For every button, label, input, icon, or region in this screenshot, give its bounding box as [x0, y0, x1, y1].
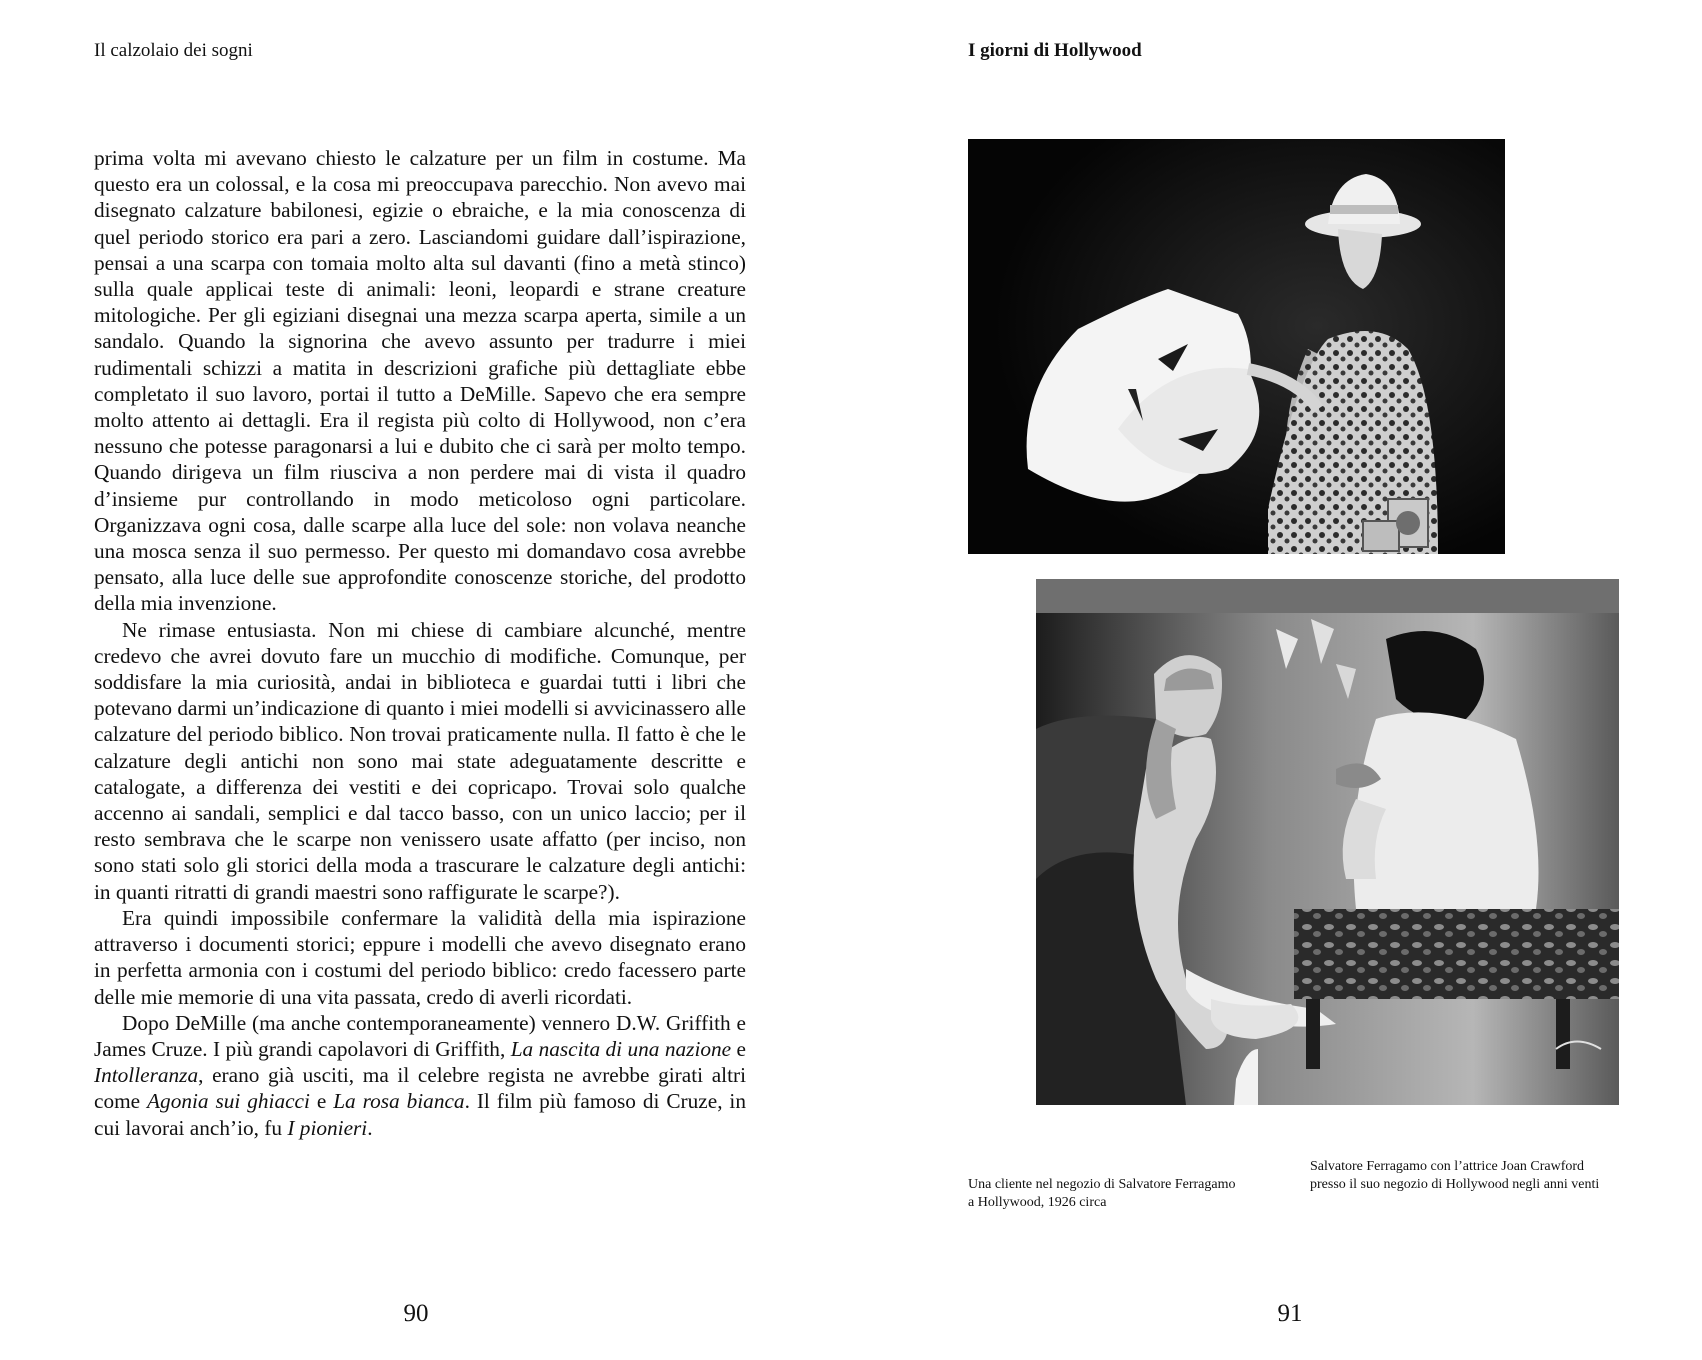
film-title-intolleranza: Intolleranza — [94, 1063, 199, 1088]
p4-text-mid: , erano già usciti, ma il celebre regista ne avrebbe girati altri come — [94, 1063, 746, 1114]
p4-text-final: . — [367, 1115, 373, 1140]
running-head-left: Il calzolaio dei sogni — [94, 40, 253, 61]
right-page — [851, 0, 1702, 1360]
film-title-agonia: Agonia sui ghiacci — [147, 1089, 310, 1114]
caption-photo-2: Salvatore Ferragamo con l’attrice Joan Crawford presso il suo negozio di Hollywood negli anni venti — [1310, 1159, 1600, 1192]
page-number-left: 90 — [403, 1300, 429, 1327]
caption-photo-1: Una cliente nel negozio di Salvatore Ferragamo a Hollywood, 1926 circa — [968, 1177, 1236, 1210]
running-head-right: I giorni di Hollywood — [968, 40, 1142, 61]
paragraph-2: Ne rimase entusiasta. Non mi chiese di cambiare alcunché, mentre credevo che avrei dovuto fare un mucchio di modifiche. Comunque, per soddisfare la mia curiosità, andai in biblioteca e guardai tutti i libri che potevano darmi un’indicazione di quanto i miei modelli si avvicinassero alle calzature del periodo biblico. Non trovai praticamente nulla. Il fatto è che le calzature degli antichi non sono mai state adeguatamente descritte e catalogate, a differenza dei vestiti e dei copricapo. Trovai solo qualche accenno ai sandali, semplici e dal tacco basso, con un unico laccio; per il resto sembrava che le scarpe non venissero usate affatto (per inciso, non sono stati solo gli storici della moda a trascurare le calzature degli antichi: in quanti ritratti di grandi maestri sono raffigurate le scarpe?). — [94, 617, 746, 904]
p4-text-and-1: e — [731, 1036, 746, 1061]
photo-ferragamo-joan-crawford — [1036, 579, 1619, 1105]
p4-text-end: . Il film più famoso di Cruze, in cui lavorai anch’io, fu — [94, 1089, 746, 1140]
film-title-rosa-bianca: La rosa bianca — [333, 1089, 465, 1114]
paragraph-3: Era quindi impossibile confermare la validità della mia ispirazione attraverso i documenti storici; eppure i modelli che avevo disegnato erano in perfetta armonia con i costumi del periodo biblico: credo facessero parte delle mie memorie di una vita passata, credo di averli ricordati. — [94, 905, 746, 1009]
paragraph-1: prima volta mi avevano chiesto le calzature per un film in costume. Ma questo era un colossal, e la cosa mi preoccupava parecchio. Non avevo mai disegnato calzature babilonesi, egizie o ebraiche, e la mia conoscenza di quel periodo storico era pari a zero. Lasciandomi guidare dall’ispirazione, pensai a una scarpa con tomaia molto alta sul davanti (fino a metà stinco) sulla quale applicai teste di animali: leoni, leopardi e strane creature mitologiche. Per gli egiziani disegnai una mezza scarpa aperta, simile a un sandalo. Quando la signorina che avevo assunto per tradurre i miei rudimentali schizzi a matita in descrizioni grafiche più dettagliate ebbe completato il suo lavoro, portai il tutto a DeMille. Sapevo che era sempre molto attento ai dettagli. Era il regista più colto di Hollywood, non c’era nessuno che potesse paragonarsi a lui e dubito che ci sarà per molto tempo. Quando dirigeva un film riusciva a non perdere mai di vista il quadro d’insieme pur controllando in modo meticoloso ogni particolare. Organizzava ogni cosa, dalle scarpe alla luce del sole: non volava neanche una mosca senza il suo permesso. Per questo mi domandavo cosa avrebbe pensato, alla luce delle sue approfondite conoscenze storiche, del prodotto della mia invenzione. — [94, 146, 746, 616]
film-title-nascita: La nascita di una nazione — [510, 1036, 732, 1061]
p4-text-and-2: e — [309, 1089, 334, 1114]
body-text — [94, 145, 746, 1141]
p4-text-start: Dopo DeMille (ma anche contemporaneamente) vennero D.W. Griffith e James Cruze. I più grandi capolavori di Griffith, — [94, 1010, 746, 1061]
film-title-pionieri: I pionieri — [287, 1115, 368, 1140]
page-number-right: 91 — [1277, 1300, 1303, 1327]
photo-client-with-sketches — [968, 139, 1505, 554]
paragraph-4 — [94, 1010, 746, 1141]
